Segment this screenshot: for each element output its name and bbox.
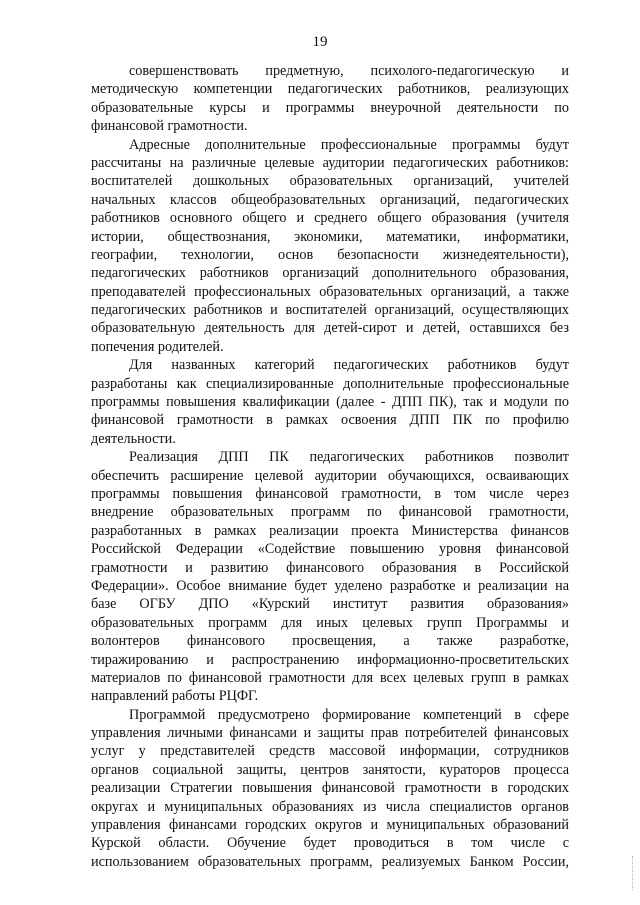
text-line: совершенствовать предметную, психолого-педагогическую и xyxy=(129,63,569,79)
text-line: педагогических работников и воспитателей организаций, осуществляющих xyxy=(91,302,569,319)
text-line: управления финансами городских округов и муниципальных образований xyxy=(91,817,569,834)
text-line: внедрение образовательных программ по финансовой грамотности, xyxy=(91,504,569,521)
text-line: использованием образовательных программ, реализуемых Банком России, xyxy=(91,853,569,870)
text-line: педагогических работников организаций дополнительного образования, xyxy=(91,265,569,282)
text-line: программы повышения квалификации (далее - ДПП ПК), так и модули по xyxy=(91,394,569,411)
text-line: реализации Стратегии повышения финансовой грамотности в городских xyxy=(91,780,569,797)
text-line: финансовой грамотности. xyxy=(91,118,248,135)
paragraph xyxy=(91,448,569,705)
text-line: программы повышения финансовой грамотности, в том числе через xyxy=(91,485,569,502)
text-line: волонтеров финансового просвещения, а также разработке, xyxy=(91,633,569,650)
text-line: Для названных категорий педагогических работников будут xyxy=(129,357,569,374)
text-line: Курской области. Обучение будет проводиться в том числе с xyxy=(91,835,569,852)
paragraph xyxy=(91,136,569,357)
text-line: Российской Федерации «Содействие повышению уровня финансовой xyxy=(91,541,569,558)
text-line: обеспечить расширение целевой аудитории обучающихся, осваивающих xyxy=(91,467,569,484)
text-line: базе ОГБУ ДПО «Курский институт развития образования» xyxy=(91,596,569,613)
text-line: образовательные курсы и программы внеурочной деятельности по xyxy=(91,99,569,116)
text-line: разработаны как специализированные дополнительные профессиональные xyxy=(91,375,569,392)
text-line: Адресные дополнительные профессиональные программы будут xyxy=(129,136,569,153)
text-line: попечения родителей. xyxy=(91,338,224,355)
text-line: деятельности. xyxy=(91,430,176,447)
text-line: воспитателей дошкольных образовательных организаций, учителей xyxy=(91,173,569,190)
text-line: начальных классов общеобразовательных организаций, педагогических xyxy=(91,191,569,208)
text-line: истории, обществознания, экономики, математики, информатики, xyxy=(91,228,569,245)
text-line: образовательную деятельность для детей-сирот и детей, оставшихся без xyxy=(91,320,569,337)
text-line: преподавателей профессиональных образовательных организаций, а также xyxy=(91,283,569,300)
text-line: работников основного общего и среднего общего образования (учителя xyxy=(91,210,569,227)
text-line: материалов по финансовой грамотности для всех целевых групп в рамках xyxy=(91,669,569,686)
text-line: Реализация ДПП ПК педагогических работников позволит xyxy=(129,449,569,466)
text-line: управления личными финансами и защиты прав потребителей финансовых xyxy=(91,725,569,742)
text-line: услуг у представителей средств массовой информации, сотрудников xyxy=(91,743,569,760)
text-line: грамотности и развитию финансового образования в Российской xyxy=(91,559,569,576)
text-line: округах и муниципальных образованиях из числа специалистов органов xyxy=(91,798,569,815)
scan-edge-mark xyxy=(632,856,636,890)
paragraph xyxy=(91,356,569,448)
text-line: методическую компетенции педагогических работников, реализующих xyxy=(91,81,569,98)
text-line: рассчитаны на различные целевые аудитории педагогических работников: xyxy=(91,154,569,171)
text-line: образовательных программ для иных целевых групп Программы и xyxy=(91,614,569,631)
text-line: Федерации». Особое внимание будет уделено разработке и реализации на xyxy=(91,577,569,594)
text-line: финансовой грамотности в рамках освоения ДПП ПК по профилю xyxy=(91,412,569,429)
document-body xyxy=(91,62,569,871)
paragraph xyxy=(91,706,569,872)
text-line: органов социальной защиты, центров занятости, кураторов процесса xyxy=(91,761,569,778)
text-line: Программой предусмотрено формирование компетенций в сфере xyxy=(129,706,569,723)
text-line: географии, технологии, основ безопасности жизнедеятельности), xyxy=(91,246,569,263)
text-line: тиражированию и распространению информационно-просветительских xyxy=(91,651,569,668)
text-line: разработанных в рамках реализации проекта Министерства финансов xyxy=(91,522,569,539)
paragraph xyxy=(91,62,569,136)
text-line: направлений работы РЦФГ. xyxy=(91,688,259,705)
page-number: 19 xyxy=(312,34,328,50)
